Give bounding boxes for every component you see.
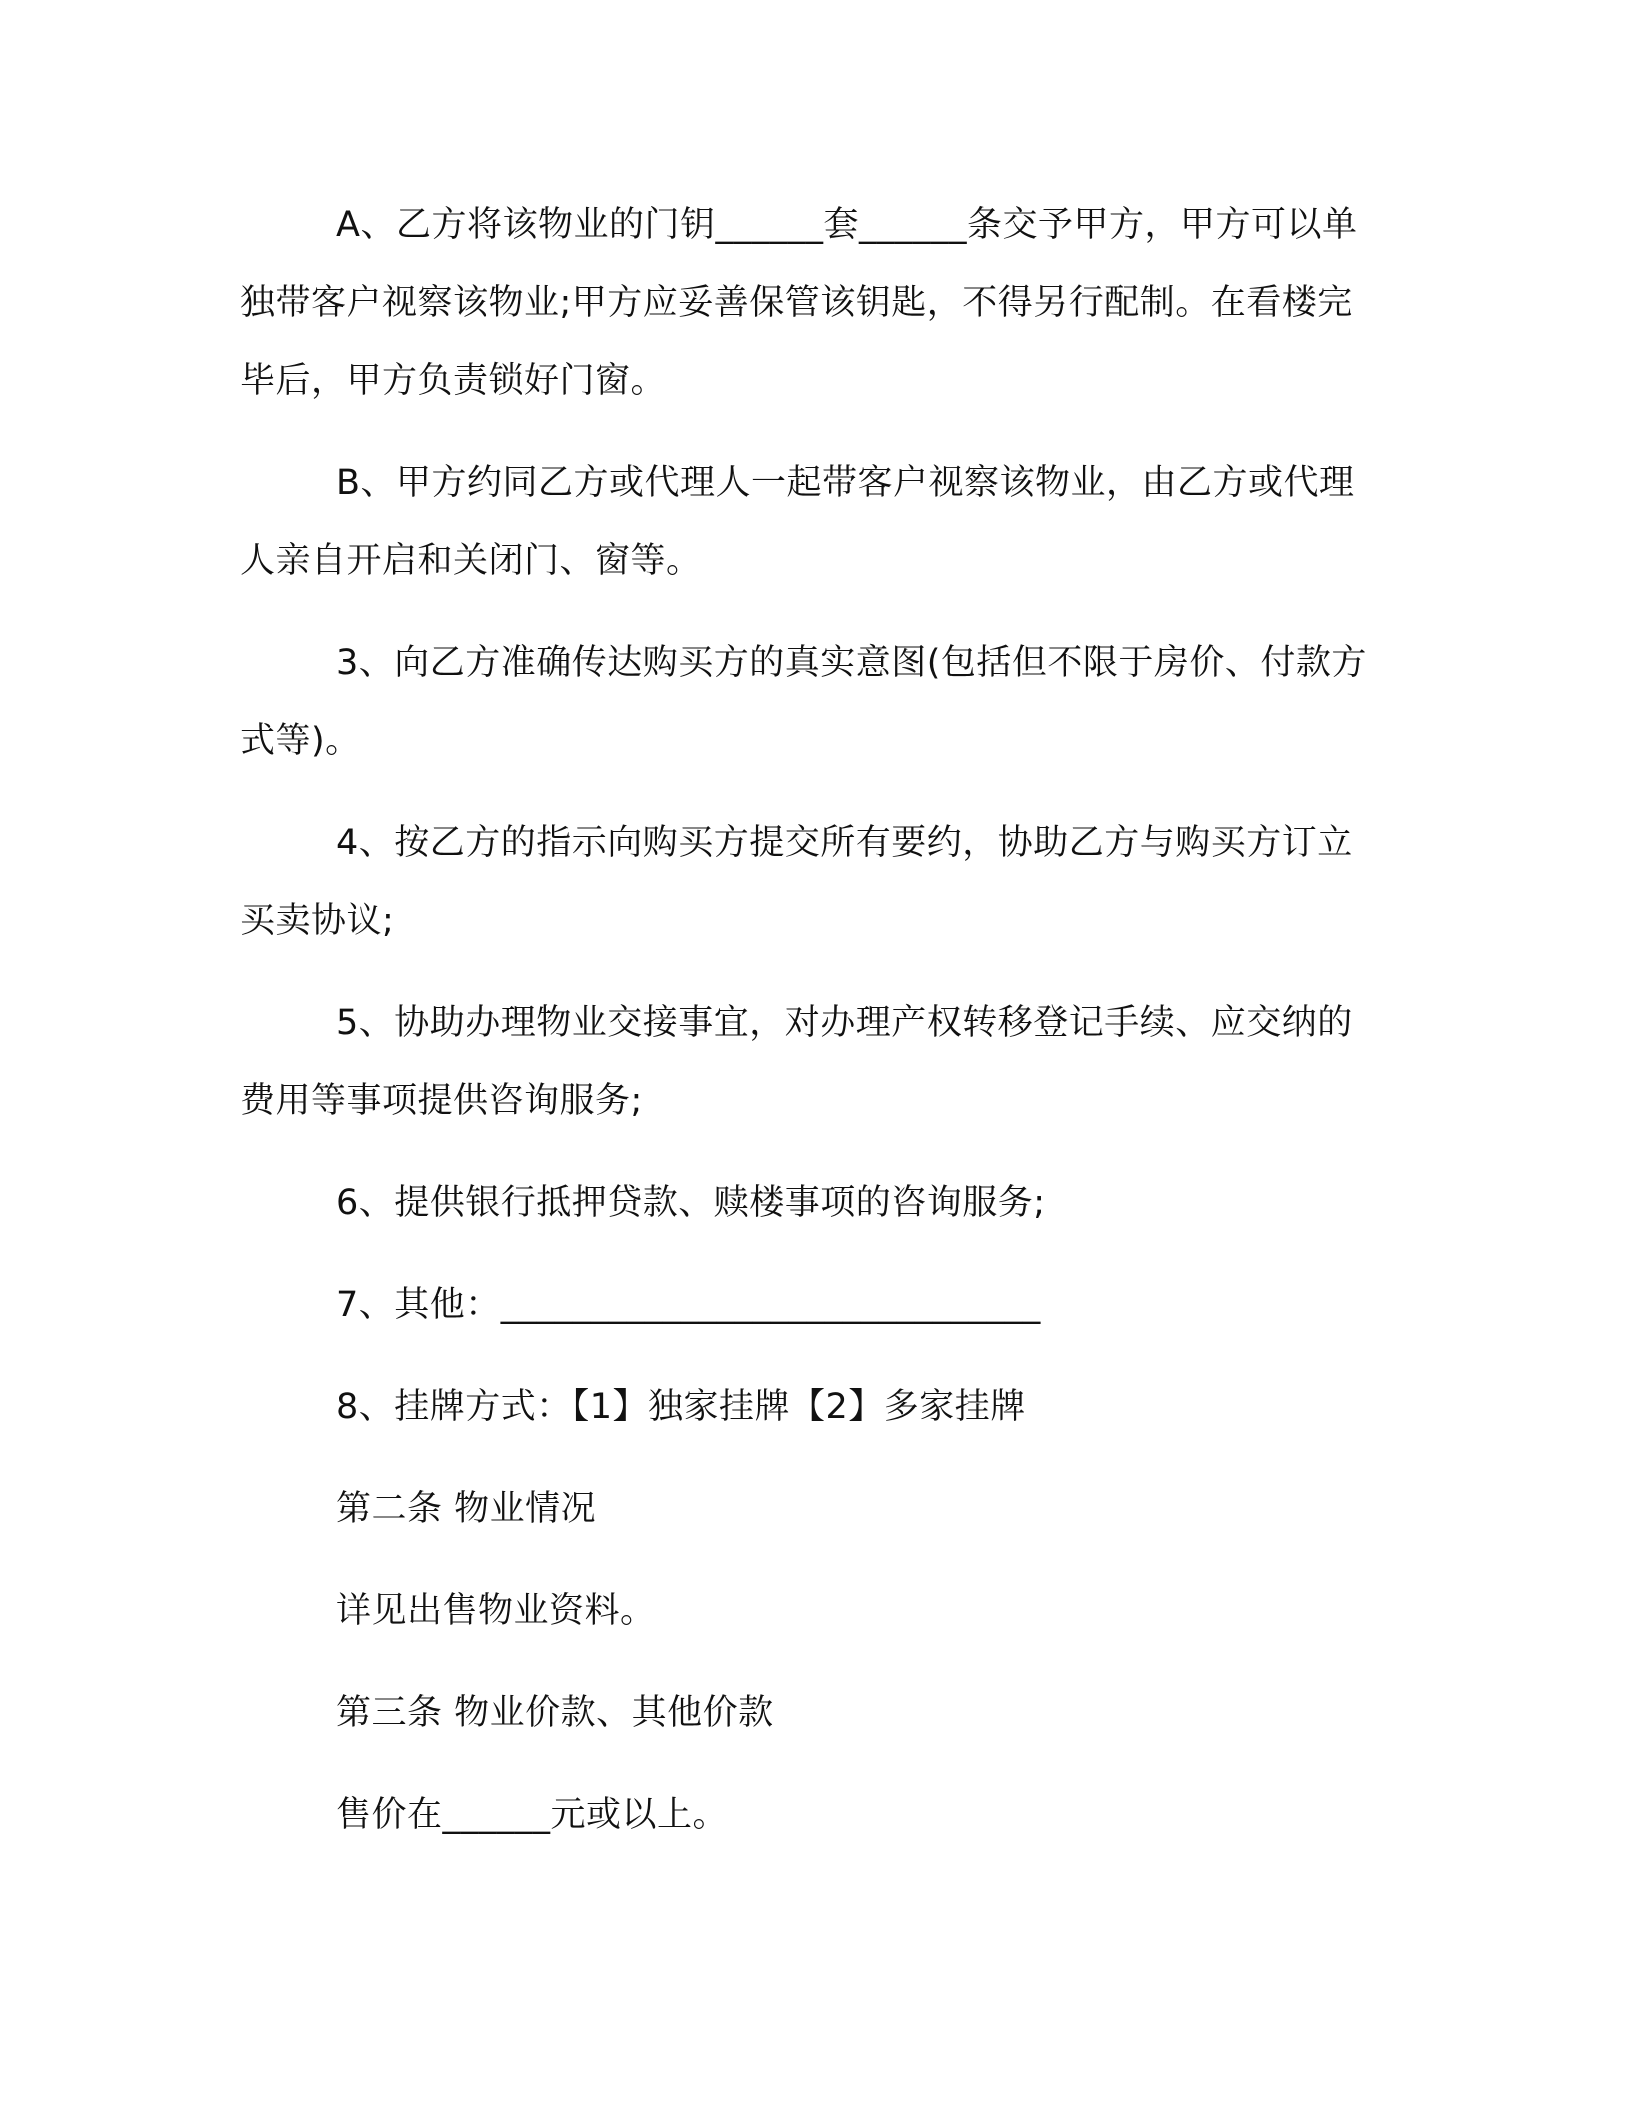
paragraph-b-viewing: B、甲方约同乙方或代理人一起带客户视察该物业，由乙方或代理人亲自开启和关闭门、窗等。 (240, 463, 1355, 581)
article-2-heading: 第二条 物业情况 (336, 1489, 597, 1529)
line-7-other: 7、其他：______________________________ (336, 1285, 1041, 1325)
article-3-price: 售价在______元或以上。 (336, 1795, 729, 1835)
paragraph-4-offers: 4、按乙方的指示向购买方提交所有要约，协助乙方与购买方订立买卖协议; (240, 823, 1353, 941)
paragraph-5-handover: 5、协助办理物业交接事宜，对办理产权转移登记手续、应交纳的费用等事项提供咨询服务; (240, 1003, 1353, 1121)
line-8-listing-method: 8、挂牌方式：【1】独家挂牌【2】多家挂牌 (336, 1387, 1026, 1427)
line-6-mortgage: 6、提供银行抵押贷款、赎楼事项的咨询服务; (336, 1183, 1046, 1223)
article-2-detail: 详见出售物业资料。 (336, 1591, 656, 1631)
article-3-heading: 第三条 物业价款、其他价款 (336, 1693, 774, 1733)
paragraph-a-keys: A、乙方将该物业的门钥______套______条交予甲方，甲方可以单独带客户视察该物业;甲方应妥善保管该钥匙，不得另行配制。在看楼完毕后，甲方负责锁好门窗。 (240, 205, 1358, 401)
document-body (240, 186, 1380, 1854)
paragraph-3-intent: 3、向乙方准确传达购买方的真实意图(包括但不限于房价、付款方式等)。 (240, 643, 1367, 761)
